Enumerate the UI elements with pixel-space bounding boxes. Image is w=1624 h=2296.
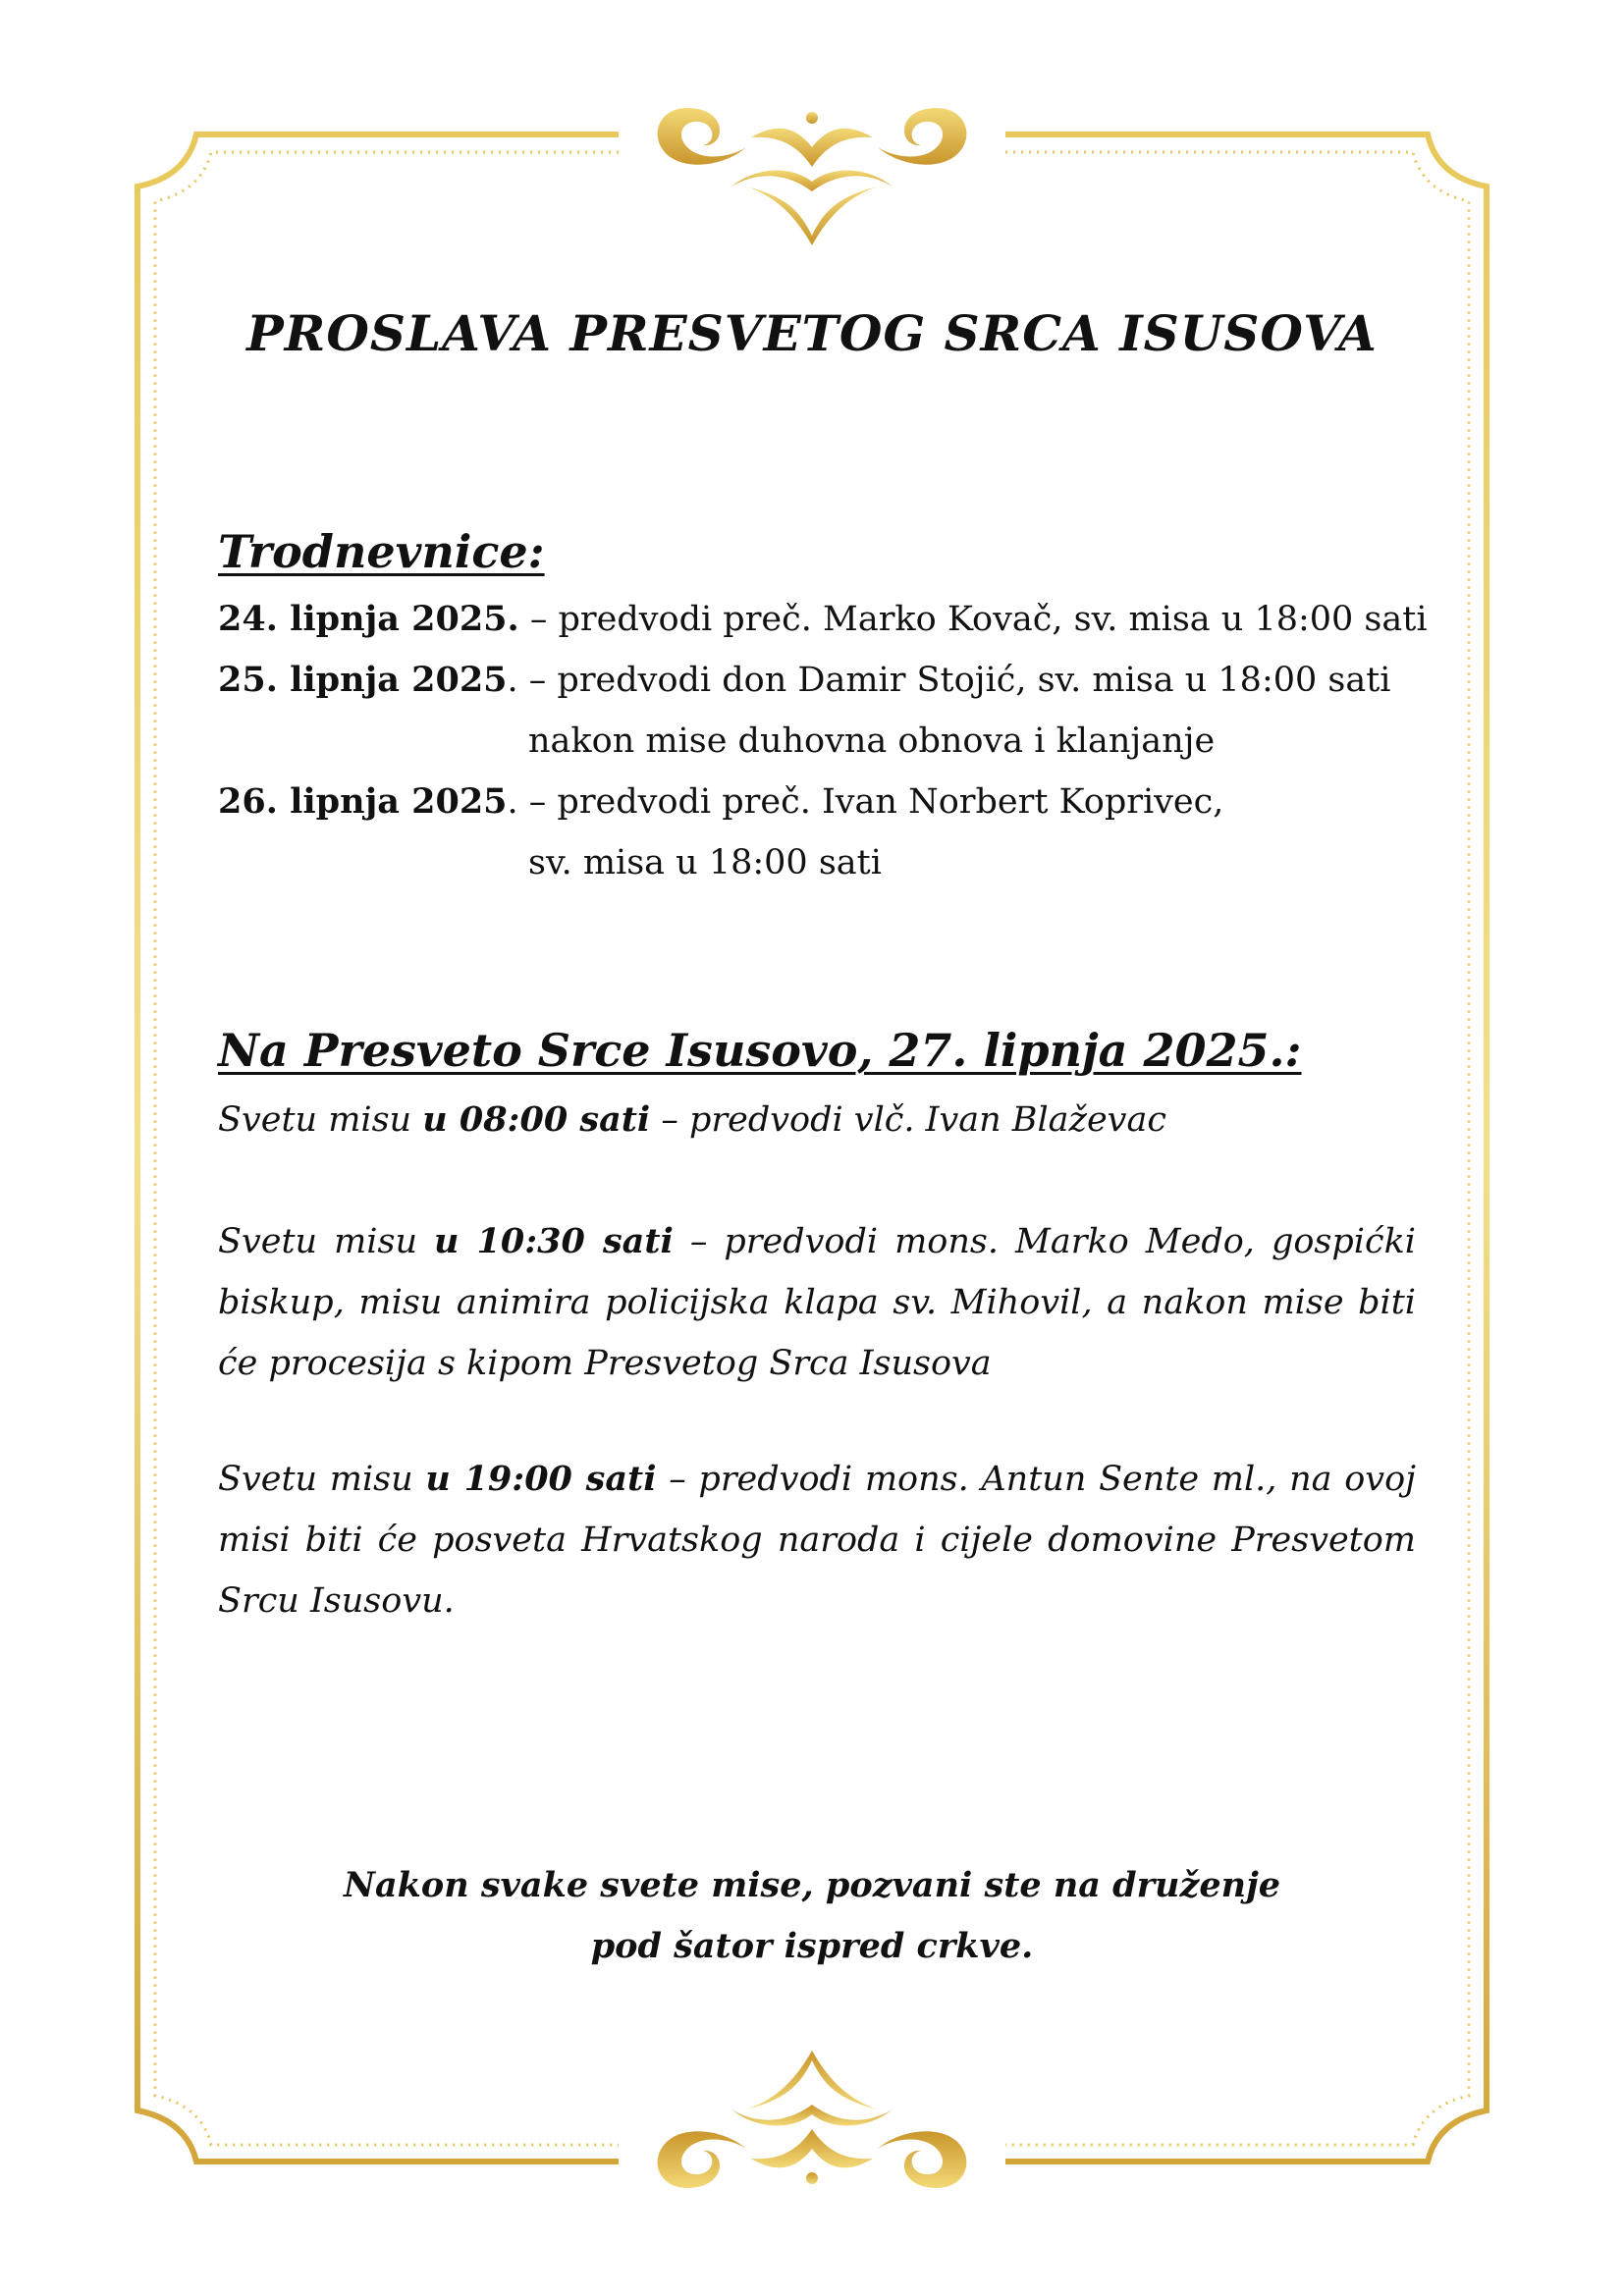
triduum-date-3: 26. lipnja 2025 [218, 781, 508, 822]
page-title: PROSLAVA PRESVETOG SRCA ISUSOVA [246, 304, 1378, 362]
triduum-text-2: – predvodi don Damir Stojić, sv. misa u 18:00 sati [517, 661, 1391, 700]
feast-heading: Na Presveto Srce Isusovo, 27. lipnja 2025.: [218, 1024, 1302, 1077]
triduum-continuation-2: nakon mise duhovna obnova i klanjanje [528, 721, 1216, 761]
triduum-date-2: 25. lipnja 2025 [218, 660, 508, 700]
mass-1 [218, 1090, 1416, 1150]
triduum-entry-2 [218, 650, 1390, 711]
triduum-entry-3 [218, 772, 1223, 832]
mass-3 [218, 1449, 1416, 1631]
mass-2-prefix: Svetu misu [218, 1222, 435, 1261]
closing-line-1: Nakon svake svete mise, pozvani ste na druženje [343, 1865, 1281, 1905]
mass-3-time: u 19:00 sati [425, 1459, 657, 1499]
triduum-continuation-3: sv. misa u 18:00 sati [528, 843, 882, 882]
mass-1-prefix: Svetu misu [218, 1100, 423, 1140]
triduum-suffix-3: . [507, 782, 518, 822]
triduum-heading: Trodnevnice: [218, 525, 545, 578]
mass-3-prefix: Svetu misu [218, 1460, 426, 1499]
triduum-suffix-2: . [507, 661, 518, 700]
mass-2-text: – predvodi mons. Marko Medo, gospićki biskup, misu animira policijska klapa sv. Mihovil, a nakon mise biti će procesija s kipom Presvetog Srca Isusova [218, 1222, 1416, 1383]
triduum-text-1: – predvodi preč. Marko Kovač, sv. misa u 18:00 sati [518, 600, 1428, 639]
mass-1-time: u 08:00 sati [422, 1099, 651, 1140]
mass-2 [218, 1211, 1416, 1394]
mass-1-text: – predvodi vlč. Ivan Blaževac [650, 1100, 1166, 1140]
triduum-date-1: 24. lipnja 2025. [218, 599, 519, 639]
triduum-text-3: – predvodi preč. Ivan Norbert Koprivec, [517, 782, 1224, 822]
mass-3-text: – predvodi mons. Antun Sente ml., na ovoj misi biti će posveta Hrvatskog naroda i cijele domovine Presvetom Srcu Isusovu. [218, 1460, 1416, 1621]
triduum-entry-1 [218, 589, 1428, 650]
mass-2-time: u 10:30 sati [434, 1221, 674, 1261]
closing-line-2: pod šator ispred crkve. [590, 1926, 1034, 1966]
